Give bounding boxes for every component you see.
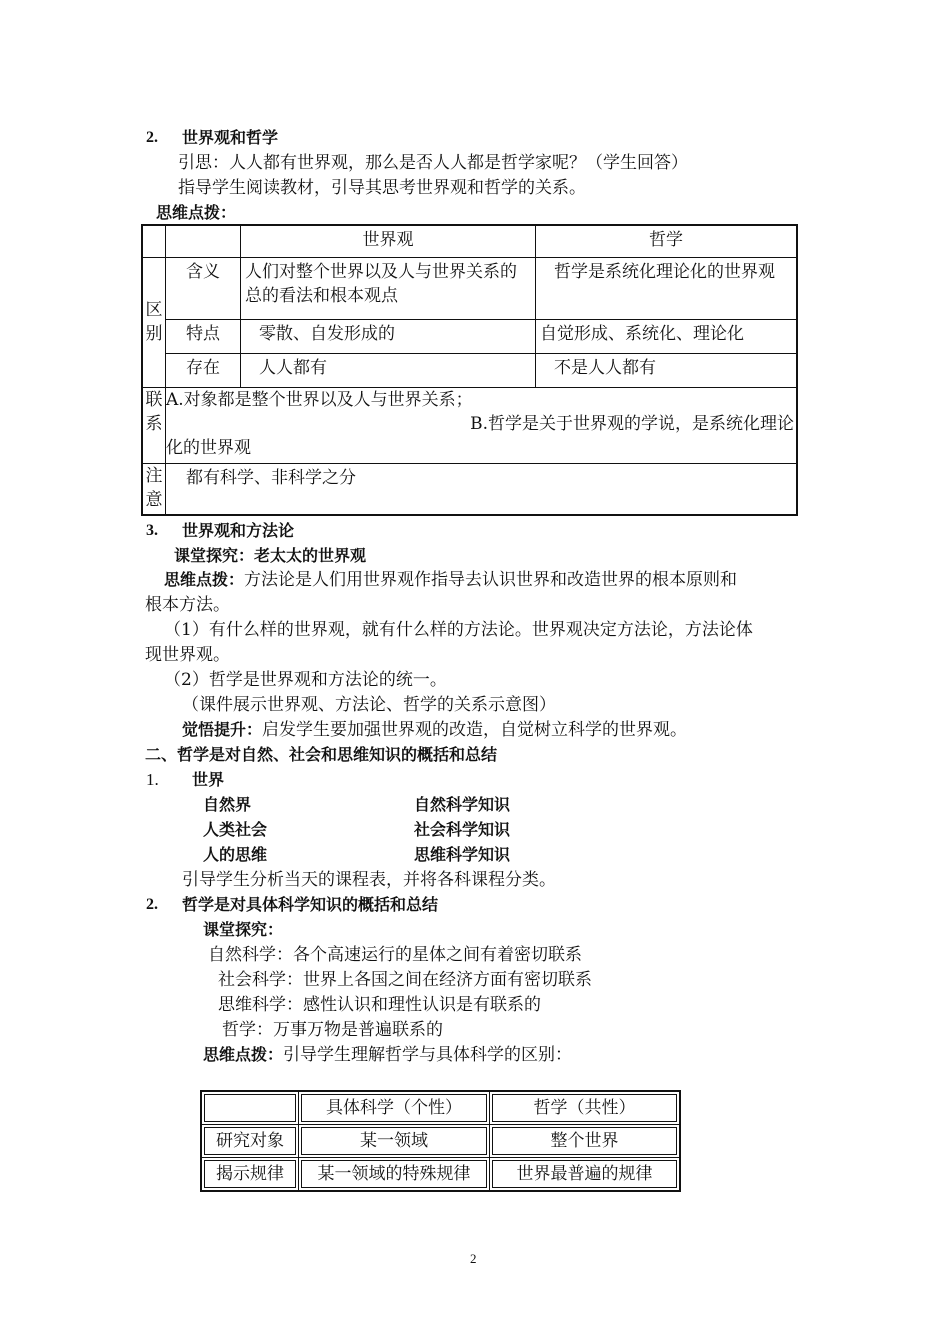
link-b-cont: 化的世界观 [166, 437, 251, 458]
courseware-note: （课件展示世界观、方法论、哲学的关系示意图） [182, 695, 556, 715]
section-title: 世界 [192, 770, 225, 789]
corner-cell [201, 1091, 299, 1125]
world-left: 自然界 [203, 795, 252, 814]
tip-line [164, 569, 737, 591]
row-label-text: 揭示规律 [204, 1160, 296, 1188]
note-text: 都有科学、非科学之分 [166, 463, 798, 515]
row-label [201, 1158, 299, 1192]
link-content [166, 387, 798, 463]
science-philosophy-table [200, 1090, 681, 1192]
cell-box [204, 1094, 296, 1122]
tip-label: 思维点拨： [164, 570, 245, 589]
corner-cell [142, 225, 166, 257]
section-number: 2. [146, 896, 158, 913]
explore-line: 哲学：万事万物是普遍联系的 [222, 1020, 443, 1040]
world-right: 自然科学知识 [414, 795, 511, 814]
header-philosophy: 哲学 [536, 225, 798, 257]
explore-line: 社会科学：世界上各国之间在经济方面有密切联系 [218, 970, 592, 990]
part-title: 二、哲学是对自然、社会和思维知识的概括和总结 [145, 745, 498, 764]
explore-line: 思维科学：感性认识和理性认识是有联系的 [218, 995, 541, 1015]
header-worldview: 世界观 [241, 225, 536, 257]
note-label-char: 意 [145, 489, 163, 510]
explore-line: 自然科学：各个高速运行的星体之间有着密切联系 [208, 945, 582, 965]
link-b: B.哲学是关于世界观的学说，是系统化理论 [470, 413, 794, 434]
tip-text: 引导学生理解哲学与具体科学的区别： [283, 1045, 573, 1065]
insight-line [182, 719, 687, 741]
cell-text: 哲学是系统化理论化的世界观 [536, 257, 798, 319]
cell-text: 世界最普遍的规律 [492, 1160, 677, 1188]
section-title: 世界观和方法论 [182, 521, 295, 540]
insight-text: 启发学生要加强世界观的改造，自觉树立科学的世界观。 [262, 720, 688, 740]
page-number: 2 [470, 1251, 477, 1266]
row-label [201, 1125, 299, 1158]
point-1: （1）有什么样的世界观，就有什么样的方法论。世界观决定方法论，方法论体 [164, 620, 753, 640]
header-philosophy-text: 哲学（共性） [492, 1094, 677, 1122]
world-left: 人类社会 [203, 820, 268, 839]
link-label-char: 系 [145, 413, 163, 434]
tip-line [203, 1044, 572, 1066]
note-label-char: 注 [145, 465, 163, 486]
worldview-philosophy-table [141, 224, 798, 516]
tip-text: 方法论是人们用世界观作指导去认识世界和改造世界的根本原则和 [244, 570, 738, 590]
tip-label: 思维点拨： [203, 1045, 284, 1064]
cell-text: 整个世界 [492, 1127, 677, 1155]
link-label [142, 387, 166, 463]
row-label-text: 研究对象 [204, 1127, 296, 1155]
row-label: 存在 [166, 353, 241, 387]
link-a: A.对象都是整个世界以及人与世界关系； [166, 389, 473, 410]
intro-text: 引思：人人都有世界观，那么是否人人都是哲学家呢？（学生回答） [178, 153, 688, 173]
cell-text: 人们对整个世界以及人与世界关系的总的看法和根本观点 [241, 257, 536, 319]
explore-title: 课堂探究：老太太的世界观 [174, 546, 367, 565]
header-science [299, 1091, 490, 1125]
point-2: （2）哲学是世界观和方法论的统一。 [164, 670, 447, 690]
row-label: 含义 [166, 257, 241, 319]
row-label: 特点 [166, 319, 241, 353]
diff-label [142, 257, 166, 387]
tip-text-cont: 根本方法。 [145, 595, 230, 615]
cell [299, 1125, 490, 1158]
section-number: 2. [146, 129, 158, 146]
point-1-cont: 现世界观。 [145, 645, 230, 665]
insight-label: 觉悟提升： [182, 720, 263, 739]
diff-label-char: 别 [145, 324, 163, 344]
cell-text: 零散、自发形成的 [241, 319, 536, 353]
section-number: 1. [146, 770, 159, 789]
world-right: 思维科学知识 [414, 845, 511, 864]
link-label-char: 联 [145, 389, 163, 410]
cell-text: 不是人人都有 [536, 353, 798, 387]
guide-text: 指导学生阅读教材，引导其思考世界观和哲学的关系。 [178, 178, 586, 198]
header-science-text: 具体科学（个性） [301, 1094, 487, 1122]
cell-text: 某一领域 [301, 1127, 487, 1155]
world-right: 社会科学知识 [414, 820, 511, 839]
section-title: 世界观和哲学 [182, 128, 279, 147]
corner-cell [166, 225, 241, 257]
note-label [142, 463, 166, 515]
section-title: 哲学是对具体科学知识的概括和总结 [182, 895, 439, 914]
header-philosophy [490, 1091, 681, 1125]
explore-title: 课堂探究： [203, 920, 284, 939]
cell-text: 某一领域的特殊规律 [301, 1160, 487, 1188]
diff-label-char: 区 [145, 300, 163, 320]
guide-text: 引导学生分析当天的课程表，并将各科课程分类。 [182, 870, 556, 890]
cell-text: 人人都有 [241, 353, 536, 387]
cell [299, 1158, 490, 1192]
world-left: 人的思维 [203, 845, 268, 864]
section-number: 3. [146, 522, 158, 539]
tip-label: 思维点拨： [156, 203, 237, 222]
cell-text: 自觉形成、系统化、理论化 [536, 319, 798, 353]
cell [490, 1125, 681, 1158]
cell [490, 1158, 681, 1192]
